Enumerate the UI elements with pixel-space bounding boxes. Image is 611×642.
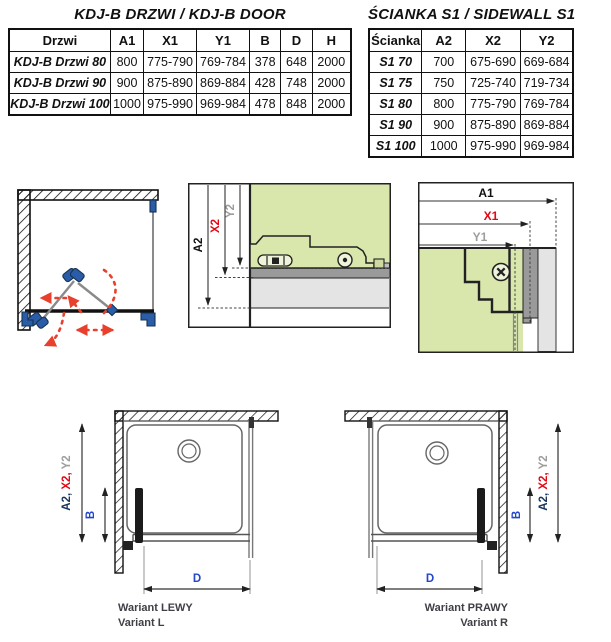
door-leaf-right: [78, 283, 112, 310]
dim-label-d: D: [192, 573, 202, 585]
cell: 975-990: [144, 94, 197, 116]
door-table-header-row: [9, 29, 351, 52]
cell-model: KDJ-B Drzwi 100: [9, 94, 110, 116]
cell: 800: [110, 52, 143, 73]
column-header-h: H: [312, 29, 351, 52]
table-row: [9, 73, 351, 94]
column-header-a1: A1: [110, 29, 143, 52]
column-header-x1: X1: [144, 29, 197, 52]
table-row: [369, 73, 573, 94]
swing-arc-bottom: [46, 313, 64, 345]
sidewall-table-block: [368, 6, 574, 158]
table-row: [369, 52, 573, 73]
dim-label-b: B: [85, 510, 97, 520]
wall-clip: [367, 417, 372, 428]
dim-label-y2: Y2: [225, 203, 237, 219]
wall-clip: [150, 200, 156, 212]
caption-line: Wariant LEWY: [118, 602, 193, 614]
shower-tray: [378, 425, 492, 533]
cell: 648: [281, 52, 312, 73]
door-table: [8, 28, 352, 116]
cell: 900: [422, 115, 466, 136]
dim-label-b: B: [511, 510, 523, 520]
cell: 969-984: [521, 136, 573, 158]
cell: 675-690: [466, 52, 521, 73]
caption-line: Variant R: [460, 617, 508, 629]
dim-label-x1: X1: [483, 209, 499, 223]
door-table-title: KDJ-B DRZWI / KDJ-B DOOR: [74, 6, 286, 23]
table-row: [369, 94, 573, 115]
cell-model: KDJ-B Drzwi 90: [9, 73, 110, 94]
column-header-y2: Y2: [521, 29, 573, 52]
sidewall-detail-diagram: [188, 183, 391, 328]
dim-label-d: D: [425, 573, 435, 585]
variant-right-diagram: [330, 400, 580, 600]
hinge-profile: [135, 488, 143, 543]
cell: 869-884: [521, 115, 573, 136]
cell: 869-884: [197, 73, 250, 94]
variant-left-diagram: [60, 400, 305, 600]
table-row: [369, 115, 573, 136]
cell: 378: [249, 52, 280, 73]
dim-label-a2: A2: [193, 237, 205, 253]
cell: 1000: [422, 136, 466, 158]
enclosure: [123, 417, 254, 558]
cell: 700: [422, 52, 466, 73]
column-header-scianka: Ścianka: [369, 29, 422, 52]
cell: 848: [281, 94, 312, 116]
column-header-drzwi: Drzwi: [9, 29, 110, 52]
profile-band: [250, 268, 390, 278]
cell: 748: [281, 73, 312, 94]
dim-label-y1: Y1: [472, 230, 488, 244]
column-header-y1: Y1: [197, 29, 250, 52]
cell-model: S1 75: [369, 73, 422, 94]
door-detail-diagram: [418, 182, 574, 353]
cell: 478: [249, 94, 280, 116]
dim-label-combo: A2, X2, Y2: [61, 455, 73, 511]
cell: 775-790: [466, 94, 521, 115]
table-row: [9, 52, 351, 73]
slot-screw: [272, 258, 279, 265]
cell: 725-740: [466, 73, 521, 94]
corner-plan-diagram: [8, 185, 178, 360]
cell: 769-784: [197, 52, 250, 73]
cell: 769-784: [521, 94, 573, 115]
cell: 428: [249, 73, 280, 94]
wall-clip: [249, 417, 254, 428]
glass-area: [420, 248, 524, 352]
cell: 1000: [110, 94, 143, 116]
caption-line: Variant L: [118, 617, 165, 629]
cell: 669-684: [521, 52, 573, 73]
cell-model: S1 70: [369, 52, 422, 73]
cell: 975-990: [466, 136, 521, 158]
enclosure: [367, 417, 499, 558]
cell: 750: [422, 73, 466, 94]
variant-left-caption: [118, 601, 193, 631]
tray-band: [250, 278, 390, 308]
corner-bracket-right: [141, 313, 155, 326]
cell-model: S1 100: [369, 136, 422, 158]
table-row: [369, 136, 573, 158]
cell: 2000: [312, 94, 351, 116]
dim-label-x2: X2: [210, 218, 222, 234]
table-row: [9, 94, 351, 116]
cell-model: S1 90: [369, 115, 422, 136]
sidewall-table-header-row: [369, 29, 573, 52]
dim-label-combo: A2, X2, Y2: [538, 455, 550, 511]
cell: 2000: [312, 73, 351, 94]
wall-bracket: [123, 541, 133, 550]
column-header-x2: X2: [466, 29, 521, 52]
walls-hatched: [18, 190, 158, 330]
column-header-d: D: [281, 29, 312, 52]
column-header-b: B: [249, 29, 280, 52]
variant-right-caption: [388, 601, 508, 631]
sidewall-table: [368, 28, 574, 158]
cell-model: S1 80: [369, 94, 422, 115]
door-table-block: [8, 6, 352, 116]
caption-line: Wariant PRAWY: [424, 602, 508, 614]
cell: 875-890: [144, 73, 197, 94]
cell: 900: [110, 73, 143, 94]
sidewall-table-title: ŚCIANKA S1 / SIDEWALL S1: [368, 6, 576, 23]
cell: 800: [422, 94, 466, 115]
cell: 2000: [312, 52, 351, 73]
cell: 969-984: [197, 94, 250, 116]
wall-bracket: [487, 541, 497, 550]
hinge-profile: [477, 488, 485, 543]
dim-label-a1: A1: [478, 186, 494, 200]
cell: 719-734: [521, 73, 573, 94]
cell: 775-790: [144, 52, 197, 73]
glass-panels: [25, 200, 154, 320]
door-leaf-left: [42, 281, 74, 320]
tray-band: [538, 248, 556, 352]
column-header-a2: A2: [422, 29, 466, 52]
cell: 875-890: [466, 115, 521, 136]
cell-model: KDJ-B Drzwi 80: [9, 52, 110, 73]
